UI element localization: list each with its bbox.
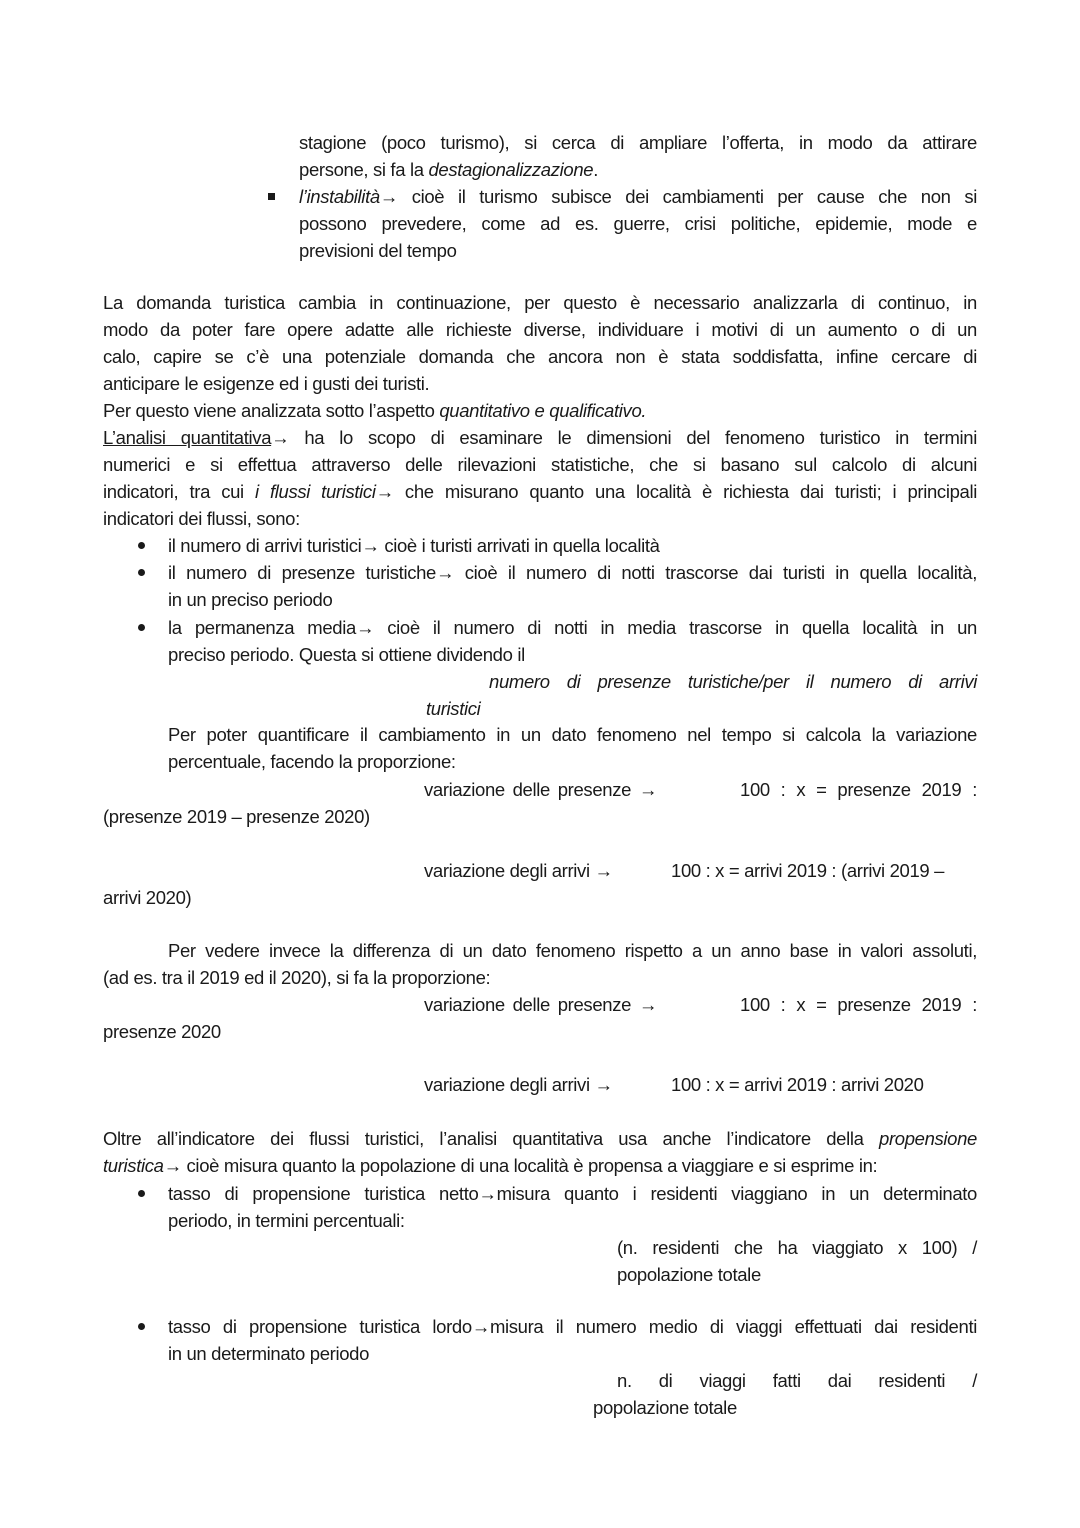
propensione-lordo-line2: in un determinato periodo bbox=[168, 1343, 370, 1364]
arrow-icon: → bbox=[379, 186, 398, 207]
indicator-item-permanenza-line2: preciso periodo. Questa si ottiene dividendo il bbox=[168, 644, 525, 665]
term-flussi-turistici: i flussi turistici bbox=[255, 481, 376, 502]
variazione-arrivi-formula1: 100 : x = arrivi 2019 : (arrivi 2019 – bbox=[671, 860, 945, 881]
propensione-netto-line1: tasso di propensione turistica netto→misura quanto i residenti viaggiano in un determinato bbox=[168, 1183, 977, 1204]
paragraph-line: modo da poter fare opere adatte alle richieste diverse, individuare i motivi di un aumento o di un bbox=[103, 319, 977, 340]
square-bullet-icon bbox=[268, 193, 275, 200]
variazione-percentuale-intro2: percentuale, facendo la proporzione: bbox=[168, 751, 456, 772]
propensione-lordo-formula1: n. di viaggi fatti dai residenti / bbox=[617, 1370, 977, 1391]
variazione-arrivi-label: variazione degli arrivi → bbox=[424, 860, 613, 881]
text: cioè il turismo subisce dei cambiamenti per cause che non si bbox=[397, 186, 977, 207]
propensione-netto-formula1: (n. residenti che ha viaggiato x 100) / bbox=[617, 1237, 977, 1258]
propensione-lordo-formula2: popolazione totale bbox=[593, 1397, 737, 1418]
bullet-icon bbox=[138, 624, 145, 631]
indicator-item-presenze-line1: il numero di presenze turistiche→ cioè il numero di notti trascorse dai turisti in quella località, bbox=[168, 562, 977, 583]
indicator-item-arrivi: il numero di arrivi turistici→ cioè i turisti arrivati in quella località bbox=[168, 535, 660, 556]
paragraph-aspect-line bbox=[103, 397, 646, 424]
bullet-icon bbox=[138, 542, 145, 549]
analisi-line1 bbox=[103, 424, 977, 451]
text: indicatori, tra cui bbox=[103, 481, 256, 502]
term-instabilita: l’instabilità bbox=[299, 186, 380, 207]
text: → ha lo scopo di esaminare le dimensioni del fenomeno turistico in termini bbox=[271, 427, 977, 448]
variazione-arrivi-formula2: arrivi 2020) bbox=[103, 887, 192, 908]
propensione-netto-line2: periodo, in termini percentuali: bbox=[168, 1210, 405, 1231]
variazione-assoluta-presenze-formula1: 100 : x = presenze 2019 : bbox=[740, 994, 977, 1015]
bullet-icon bbox=[138, 1323, 145, 1330]
propensione-lordo-line1: tasso di propensione turistica lordo→misura il numero medio di viaggi effettuati dai residenti bbox=[168, 1316, 977, 1337]
bullet-icon bbox=[138, 1190, 145, 1197]
indicator-item-presenze-line2: in un preciso periodo bbox=[168, 589, 333, 610]
formula-permanenza-line2: turistici bbox=[426, 698, 481, 719]
text: . bbox=[593, 159, 599, 180]
text: Oltre all’indicatore dei flussi turistici, l’analisi quantitativa usa anche l’indicatore della bbox=[103, 1128, 880, 1149]
variazione-assoluta-presenze-label: variazione delle presenze → bbox=[424, 994, 657, 1015]
list-item-continuation-line1: stagione (poco turismo), si cerca di ampliare l’offerta, in modo da attirare bbox=[299, 132, 977, 153]
propensione-netto-formula2: popolazione totale bbox=[617, 1264, 761, 1285]
variazione-presenze-label: variazione delle presenze → bbox=[424, 779, 657, 800]
paragraph-line: anticipare le esigenze ed i gusti dei turisti. bbox=[103, 373, 430, 394]
analisi-line2: numerici e si effettua attraverso delle rilevazioni statistiche, che si basano sul calcolo di alcuni bbox=[103, 454, 977, 475]
analisi-line3 bbox=[103, 478, 977, 505]
variazione-assoluta-presenze-formula2: presenze 2020 bbox=[103, 1021, 221, 1042]
text: persone, si fa la bbox=[299, 159, 429, 180]
term-quantitativo-qualificativo: quantitativo e qualificativo. bbox=[439, 400, 647, 421]
analisi-line4: indicatori dei flussi, sono: bbox=[103, 508, 300, 529]
indicator-item-permanenza-line1: la permanenza media→ cioè il numero di notti in media trascorse in quella località in un bbox=[168, 617, 977, 638]
term-analisi-quantitativa: L’analisi quantitativa bbox=[103, 427, 272, 448]
variazione-presenze-formula2: (presenze 2019 – presenze 2020) bbox=[103, 806, 370, 827]
variazione-assoluta-arrivi-formula: 100 : x = arrivi 2019 : arrivi 2020 bbox=[671, 1074, 924, 1095]
list-item-instabilita-line1 bbox=[299, 183, 977, 210]
paragraph-line: La domanda turistica cambia in continuazione, per questo è necessario analizzarla di continuo, in bbox=[103, 292, 977, 313]
propensione-line1 bbox=[103, 1125, 977, 1152]
variazione-presenze-formula1: 100 : x = presenze 2019 : bbox=[740, 779, 977, 800]
bullet-icon bbox=[138, 569, 145, 576]
text: → cioè misura quanto la popolazione di una località è propensa a viaggiare e si esprime in: bbox=[163, 1155, 878, 1176]
paragraph-line: calo, capire se c’è una potenziale domanda che ancora non è stata soddisfatta, infine cercare di bbox=[103, 346, 977, 367]
variazione-assoluta-intro2: (ad es. tra il 2019 ed il 2020), si fa la proporzione: bbox=[103, 967, 491, 988]
term-destagionalizzazione: destagionalizzazione bbox=[428, 159, 594, 180]
list-item-continuation-line2 bbox=[299, 156, 598, 183]
text: → che misurano quanto una località è richiesta dai turisti; i principali bbox=[375, 481, 977, 502]
term-propensione: propensione bbox=[879, 1128, 977, 1149]
variazione-assoluta-arrivi-label: variazione degli arrivi → bbox=[424, 1074, 613, 1095]
variazione-assoluta-intro1: Per vedere invece la differenza di un dato fenomeno rispetto a un anno base in valori assoluti, bbox=[168, 940, 977, 961]
list-item-instabilita-line3: previsioni del tempo bbox=[299, 240, 457, 261]
propensione-line2 bbox=[103, 1152, 877, 1179]
list-item-instabilita-line2: possono prevedere, come ad es. guerre, crisi politiche, epidemie, mode e bbox=[299, 213, 977, 234]
term-turistica: turistica bbox=[103, 1155, 164, 1176]
text: Per questo viene analizzata sotto l’aspetto bbox=[103, 400, 440, 421]
variazione-percentuale-intro1: Per poter quantificare il cambiamento in un dato fenomeno nel tempo si calcola la variazione bbox=[168, 724, 977, 745]
formula-permanenza-line1: numero di presenze turistiche/per il numero di arrivi bbox=[489, 671, 977, 692]
